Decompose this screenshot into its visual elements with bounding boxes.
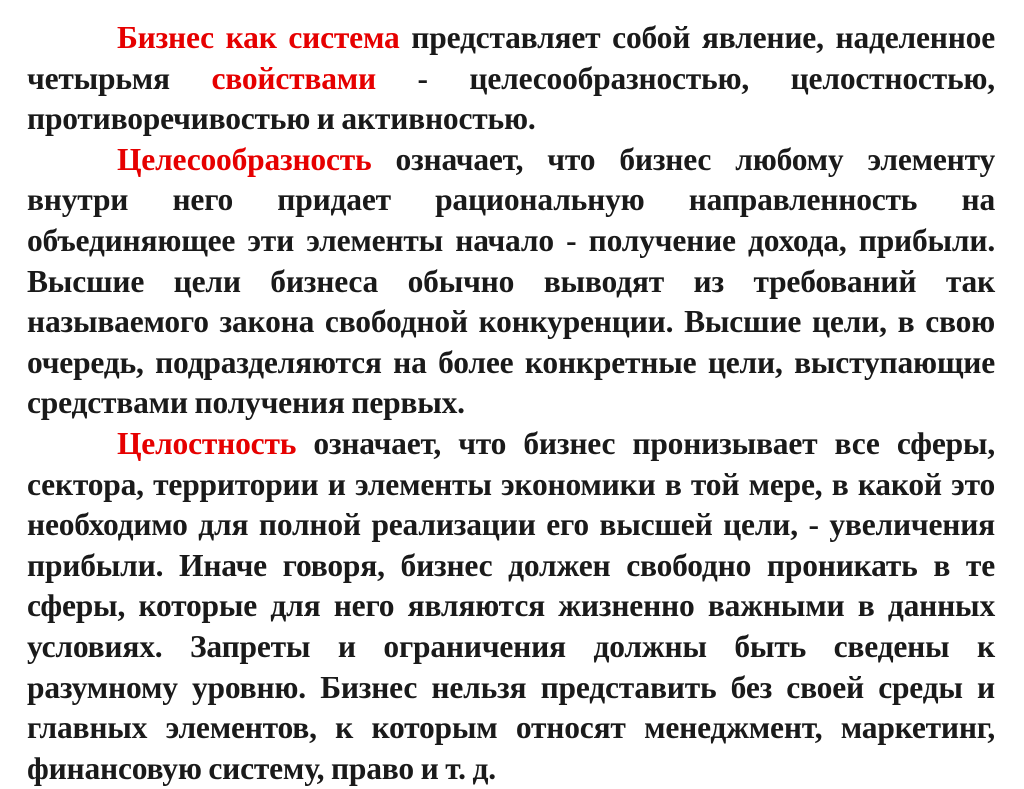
term-business-as-system: Бизнес как система xyxy=(117,20,400,55)
slide-content xyxy=(27,18,995,786)
paragraph-text: - целесообразностью, целостностью, противоречивостью и активностью. xyxy=(27,60,995,137)
paragraph-text: представляет собой явление, наделенное четырьмя xyxy=(27,20,995,96)
term-purposefulness: Целесообразность xyxy=(117,141,372,177)
term-integrity: Целостность xyxy=(117,425,297,461)
paragraph-purposefulness xyxy=(27,140,995,424)
paragraph-text: означает, что бизнес пронизывает все сферы, сектора, территории и элементы экономики в той мере, в какой это необходимо для полной реализации его высшей цели, - увеличения прибыли. Иначе говоря, бизнес должен свободно проникать в те сферы, которые для него являются жизненно важными в данных условиях. Запреты и ограничения должны быть сведены к разумному уровню. Бизнес нельзя представить без своей среды и главных элементов, к которым относят менеджмент, маркетинг, финансовую систему, право и т. д. xyxy=(27,425,995,786)
term-properties: свойствами xyxy=(211,60,376,96)
paragraph-business-as-system xyxy=(27,18,995,140)
paragraph-integrity xyxy=(27,424,995,789)
paragraph-text: означает, что бизнес любому элементу внутри него придает рациональную направленность на объединяющее эти элементы начало - получение дохода, прибыли. Высшие цели бизнеса обычно выводят из требований так называемого закона свободной конкуренции. Высшие цели, в свою очередь, подразделяются на более конкретные цели, выступающие средствами получения первых. xyxy=(27,141,995,421)
